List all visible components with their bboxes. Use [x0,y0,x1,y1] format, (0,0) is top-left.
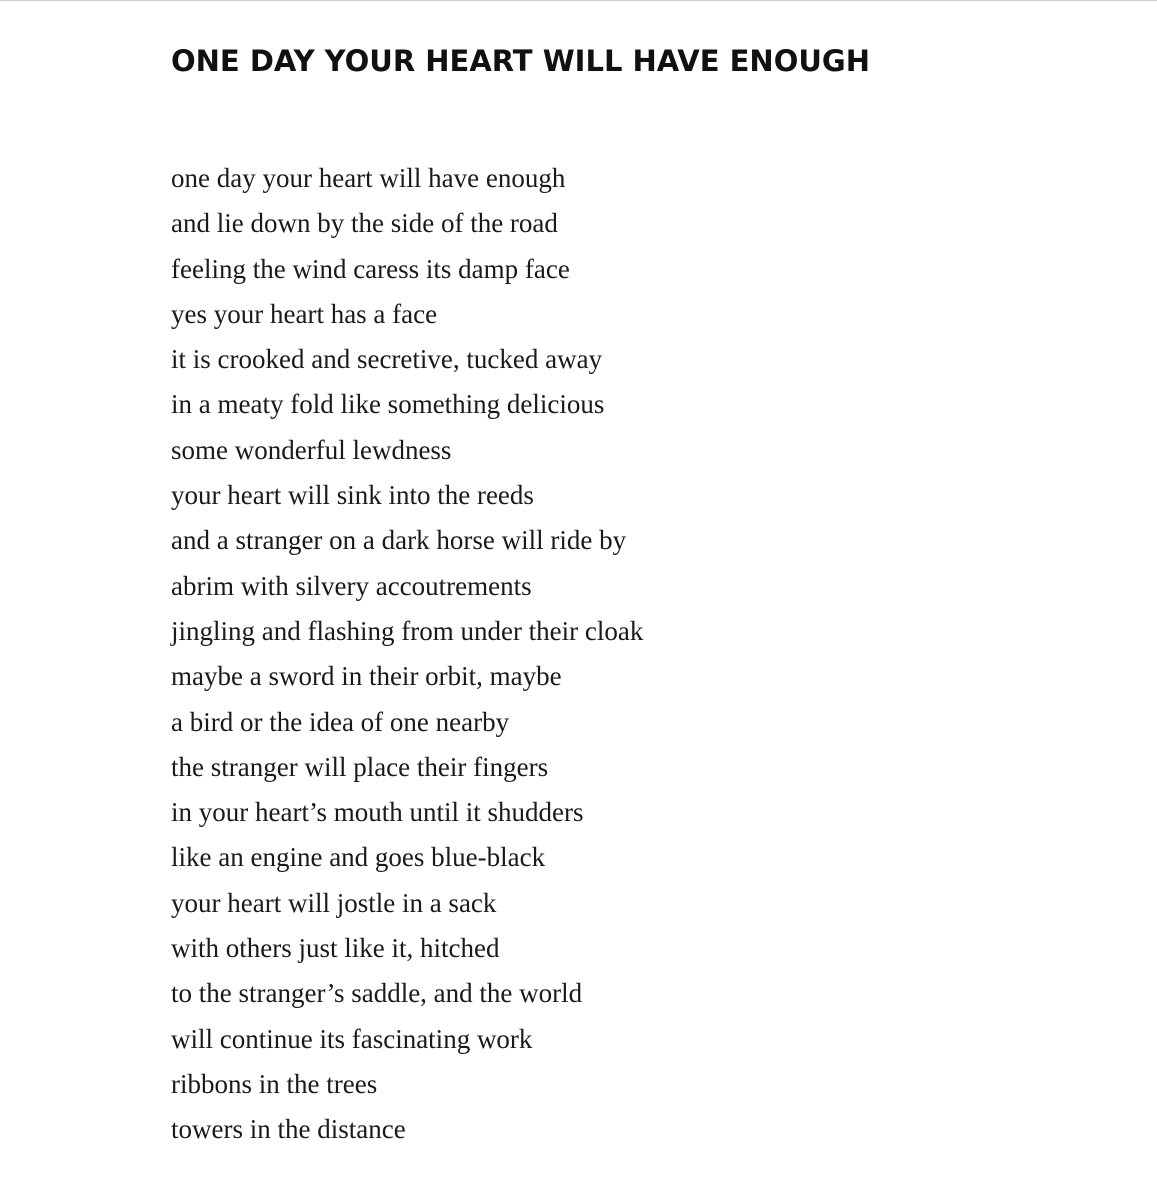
poem-line: and lie down by the side of the road [171,208,558,239]
poem-line: abrim with silvery accoutrements [171,570,532,601]
poem-line: maybe a sword in their orbit, maybe [171,661,562,692]
top-divider [0,0,1157,1]
poem-line: and a stranger on a dark horse will ride by [171,525,627,556]
poem-line: towers in the distance [171,1114,406,1145]
poem-line: the stranger will place their fingers [171,751,549,782]
poem-line: jingling and flashing from under their cloak [171,615,644,646]
poem-line: it is crooked and secretive, tucked away [171,344,603,375]
poem-line: some wonderful lewdness [171,434,452,465]
poem-line: your heart will sink into the reeds [171,480,534,511]
poem-line: to the stranger’s saddle, and the world [171,978,583,1009]
poem-line: a bird or the idea of one nearby [171,706,510,737]
poem-title: ONE DAY YOUR HEART WILL HAVE ENOUGH [171,44,870,78]
poem-line: in a meaty fold like something delicious [171,389,605,420]
poem-line: yes your heart has a face [171,298,438,329]
poem-line: with others just like it, hitched [171,933,500,964]
poem [171,42,1071,1153]
poem-line: your heart will jostle in a sack [171,887,497,918]
poem-line: one day your heart will have enough [171,163,566,193]
poem-line: ribbons in the trees [171,1068,378,1099]
poem-line: feeling the wind caress its damp face [171,253,570,284]
poem-line: will continue its fascinating work [171,1023,533,1054]
poem-line: in your heart’s mouth until it shudders [171,797,584,828]
poem-line: like an engine and goes blue-black [171,842,546,873]
poem-body [171,156,1071,1153]
